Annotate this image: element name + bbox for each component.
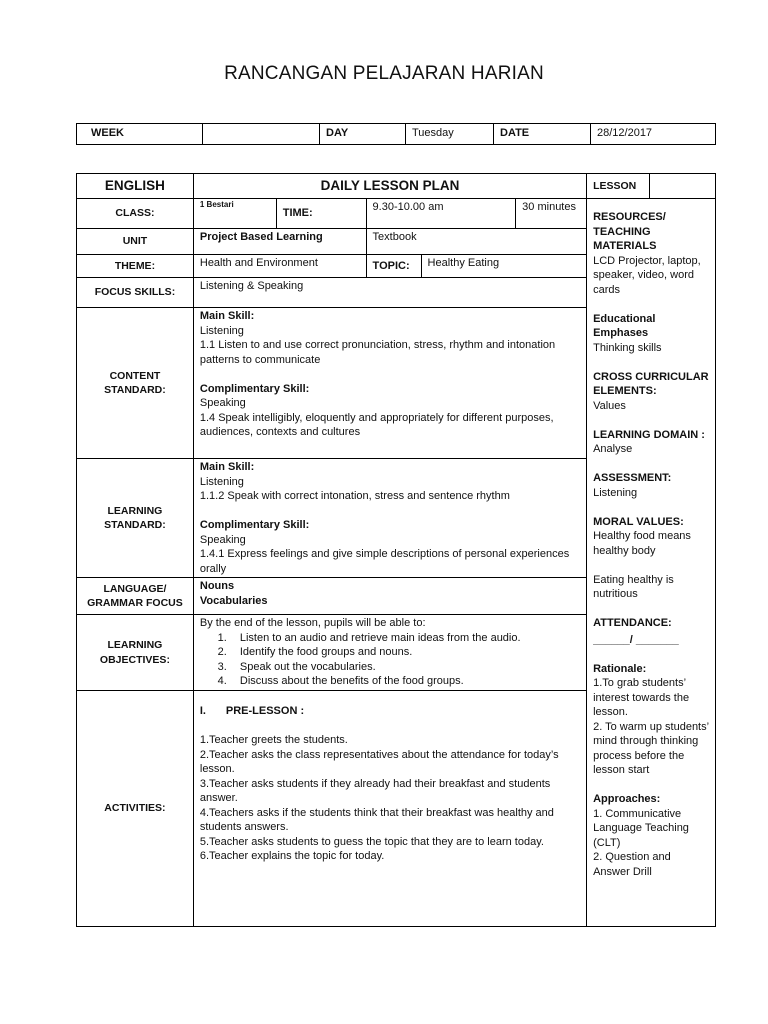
lesson-plan-table (76, 173, 716, 927)
activity-step: 5.Teacher asks students to guess the topic that they are to learn today. (199, 835, 544, 848)
lesson-label: LESSON (587, 174, 650, 199)
learning-domain-heading: LEARNING DOMAIN : (593, 428, 705, 441)
emphases-heading: Educational Emphases (593, 312, 656, 339)
content-standard-label (77, 308, 194, 459)
language-focus-item-1: Nouns (199, 580, 235, 592)
emphases-text: Thinking skills (593, 341, 662, 354)
lesson-value (650, 174, 716, 199)
approach-1: 1. Communicative Language Teaching (CLT) (593, 807, 689, 849)
rationale-2: 2. To warm up students’ mind through thinking process before the lesson start (593, 720, 709, 776)
content-main-text: 1.1 Listen to and use correct pronunciation, stress, rhythm and intonation patterns to communicate (199, 339, 556, 366)
language-focus-label-1: LANGUAGE/ (103, 582, 167, 595)
learning-comp-heading: Complimentary Skill: (199, 519, 310, 531)
week-label: WEEK (77, 124, 203, 145)
week-value (203, 124, 320, 145)
content-main-skill: Listening (199, 324, 244, 337)
learning-standard-label (77, 459, 194, 578)
sidebar-cell (587, 199, 716, 927)
learning-main-text: 1.1.2 Speak with correct intonation, stress and sentence rhythm (199, 490, 510, 502)
learning-standard-cell (193, 459, 586, 578)
cross-curricular-text: Values (593, 399, 626, 412)
language-focus-item-2: Vocabularies (199, 594, 268, 607)
approaches-heading: Approaches: (593, 793, 661, 805)
unit-label: UNIT (77, 229, 194, 255)
assessment-text: Listening (593, 486, 638, 499)
unit-resource: Textbook (366, 229, 587, 255)
duration-value: 30 minutes (516, 199, 587, 229)
objectives-list (200, 631, 580, 689)
pre-lesson-heading (200, 704, 580, 719)
approach-2: 2. Question and Answer Drill (593, 851, 671, 878)
activity-step: 2.Teacher asks the class representatives about the attendance for today’s lesson. (199, 748, 559, 775)
assessment-heading: ASSESSMENT: (593, 472, 672, 484)
objective-item: 1. Listen to an audio and retrieve main ideas from the audio. (230, 631, 580, 646)
objectives-label (77, 615, 194, 691)
topic-value: Healthy Eating (421, 255, 587, 278)
time-label: TIME: (276, 199, 366, 229)
section-number: I. (199, 705, 206, 717)
attendance-blank: ______/ _______ (593, 633, 679, 646)
theme-label: THEME: (77, 255, 194, 278)
focus-skills-label: FOCUS SKILLS: (77, 278, 194, 308)
day-value: Tuesday (406, 124, 494, 145)
language-focus-cell (193, 578, 586, 615)
time-value: 9.30-10.00 am (366, 199, 516, 229)
section-title: PRE-LESSON : (225, 705, 305, 717)
objective-item: 2. Identify the food groups and nouns. (230, 645, 580, 660)
moral-value-1: Healthy food means healthy body (593, 530, 691, 557)
rationale-1: 1.To grab students’ interest towards the lesson. (593, 677, 690, 718)
class-label: CLASS: (77, 199, 194, 229)
activity-step: 4.Teachers asks if the students think that their breakfast was healthy and students answers. (199, 806, 554, 833)
objectives-label-2: OBJECTIVES: (99, 653, 170, 666)
learning-main-heading: Main Skill: (199, 461, 255, 473)
unit-value: Project Based Learning (193, 229, 366, 255)
learning-standard-label-2: STANDARD: (104, 519, 166, 531)
activity-step: 3.Teacher asks students if they already had their breakfast and students answer. (199, 777, 551, 804)
focus-skills-value: Listening & Speaking (193, 278, 586, 308)
day-label: DAY (320, 124, 406, 145)
objective-item: 3. Speak out the vocabularies. (230, 660, 580, 675)
objective-item: 4. Discuss about the benefits of the food groups. (230, 674, 580, 689)
page-title: RANCANGAN PELAJARAN HARIAN (224, 63, 544, 84)
content-comp-heading: Complimentary Skill: (199, 382, 310, 395)
content-main-heading: Main Skill: (199, 310, 255, 322)
learning-comp-skill: Speaking (199, 533, 246, 546)
activities-label: ACTIVITIES: (77, 691, 194, 927)
content-comp-skill: Speaking (199, 397, 246, 409)
theme-value: Health and Environment (193, 255, 366, 278)
moral-value-2: Eating healthy is nutritious (593, 573, 674, 600)
learning-main-skill: Listening (199, 475, 244, 488)
date-value: 28/12/2017 (591, 124, 716, 145)
language-focus-label (77, 578, 194, 615)
topic-label: TOPIC: (366, 255, 421, 278)
moral-values-heading: MORAL VALUES: (593, 515, 684, 528)
class-value: 1 Bestari (193, 199, 276, 229)
objectives-cell (193, 615, 586, 691)
plan-title: DAILY LESSON PLAN (193, 174, 586, 199)
resources-heading: RESOURCES/ TEACHING MATERIALS (593, 211, 666, 252)
objectives-intro: By the end of the lesson, pupils will be able to: (199, 617, 426, 629)
learning-domain-text: Analyse (593, 443, 633, 455)
content-standard-label-2: STANDARD: (104, 384, 166, 396)
activity-step: 1.Teacher greets the students. (199, 734, 348, 746)
objectives-label-1: LEARNING (107, 639, 163, 651)
learning-comp-text: 1.4.1 Express feelings and give simple descriptions of personal experiences orally (199, 548, 570, 575)
content-standard-cell (193, 308, 586, 459)
learning-standard-label-1: LEARNING (107, 504, 163, 517)
date-label: DATE (494, 124, 591, 145)
attendance-heading: ATTENDANCE: (593, 617, 672, 629)
rationale-heading: Rationale: (593, 662, 647, 675)
resources-text: LCD Projector, laptop, speaker, video, word cards (593, 254, 701, 296)
activities-cell (193, 691, 586, 927)
cross-curricular-heading: CROSS CURRICULAR ELEMENTS: (593, 370, 709, 397)
language-focus-label-2: GRAMMAR FOCUS (87, 597, 183, 609)
content-comp-text: 1.4 Speak intelligibly, eloquently and appropriately for different purposes, audiences, contexts and cultures (199, 411, 554, 438)
subject-cell: ENGLISH (77, 174, 194, 199)
top-info-table (76, 123, 716, 145)
activity-step: 6.Teacher explains the topic for today. (199, 850, 385, 862)
content-standard-label-1: CONTENT (109, 369, 161, 382)
